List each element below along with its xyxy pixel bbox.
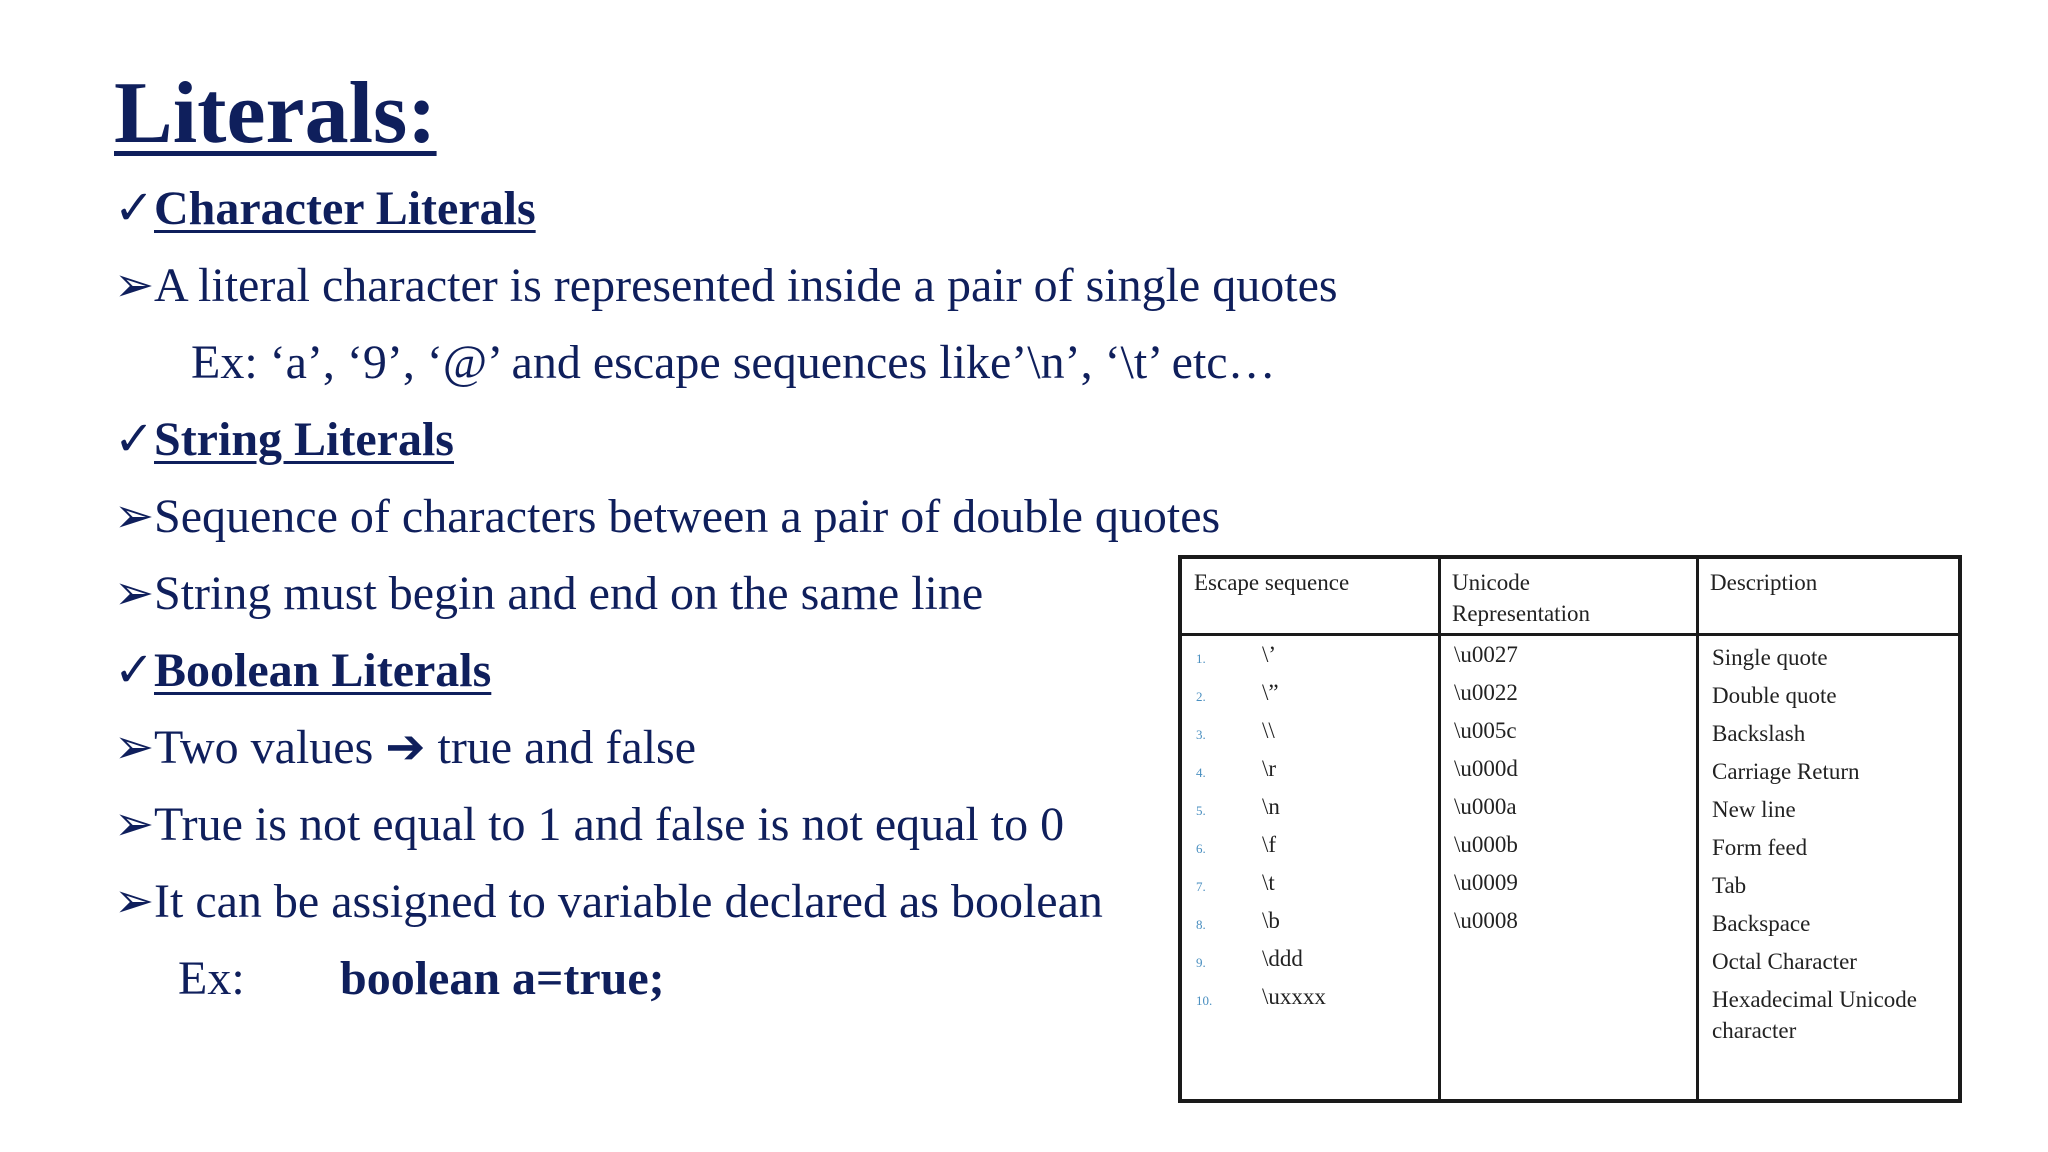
arrow-bullet-icon: ➢ xyxy=(114,721,155,774)
heading-boolean-literals: Boolean Literals xyxy=(154,644,492,697)
table-body xyxy=(1182,642,1958,1043)
table-row xyxy=(1182,946,1958,984)
row-number: 7. xyxy=(1196,879,1206,894)
bullet-boolean-desc-2 xyxy=(114,796,1064,854)
header-escape-sequence: Escape sequence xyxy=(1194,570,1350,595)
escape-cell: \ddd xyxy=(1262,946,1303,971)
row-number: 3. xyxy=(1196,727,1206,742)
table-row xyxy=(1182,794,1958,832)
description-cell: New line xyxy=(1712,797,1796,822)
description-cell: Form feed xyxy=(1712,835,1808,860)
row-number: 5. xyxy=(1196,803,1206,818)
description-cell: Hexadecimal Unicode character xyxy=(1712,987,1917,1043)
bullet-text: String must begin and end on the same line xyxy=(154,567,984,620)
table-row xyxy=(1182,984,1958,1043)
example-code: boolean a=true; xyxy=(340,952,665,1005)
unicode-cell: \u005c xyxy=(1454,718,1517,743)
description-cell: Backspace xyxy=(1712,911,1811,936)
escape-cell: \’ xyxy=(1262,642,1277,667)
arrow-bullet-icon: ➢ xyxy=(114,259,155,312)
description-cell: Backslash xyxy=(1712,721,1806,746)
unicode-cell: \u0022 xyxy=(1454,680,1518,705)
arrow-bullet-icon: ➢ xyxy=(114,567,155,620)
table-row xyxy=(1182,832,1958,870)
row-number: 4. xyxy=(1196,765,1206,780)
bullet-boolean-literals xyxy=(114,642,491,700)
table-row xyxy=(1182,718,1958,756)
arrow-bullet-icon: ➢ xyxy=(114,875,155,928)
unicode-cell: \u0008 xyxy=(1454,908,1518,933)
escape-cell: \uxxxx xyxy=(1262,984,1326,1009)
table-row xyxy=(1182,680,1958,718)
bullet-text: True is not equal to 1 and false is not equal to 0 xyxy=(154,798,1065,851)
description-cell: Carriage Return xyxy=(1712,759,1860,784)
header-description: Description xyxy=(1710,570,1818,595)
escape-cell: \f xyxy=(1262,832,1277,857)
unicode-cell: \u0027 xyxy=(1454,642,1518,667)
check-icon: ✓ xyxy=(114,182,155,235)
escape-cell: \r xyxy=(1262,756,1277,781)
table-row xyxy=(1182,756,1958,794)
unicode-cell: \u0009 xyxy=(1454,870,1518,895)
bullet-character-literals xyxy=(114,180,536,238)
row-number: 10. xyxy=(1196,993,1213,1008)
row-number: 2. xyxy=(1196,689,1206,704)
escape-sequence-table xyxy=(1178,555,1962,1103)
table-header xyxy=(1182,559,1958,636)
check-icon: ✓ xyxy=(114,413,155,466)
header-unicode: Unicode Representation xyxy=(1452,570,1590,626)
check-icon: ✓ xyxy=(114,644,155,697)
bullet-text: Sequence of characters between a pair of double quotes xyxy=(154,490,1221,543)
arrow-bullet-icon: ➢ xyxy=(114,798,155,851)
unicode-cell: \u000a xyxy=(1454,794,1517,819)
row-number: 8. xyxy=(1196,917,1206,932)
bullet-string-desc-1 xyxy=(114,488,1220,546)
slide-title: Literals: xyxy=(114,65,437,162)
boolean-example xyxy=(178,950,665,1008)
escape-cell: \b xyxy=(1262,908,1280,933)
bullet-text: A literal character is represented inside a pair of single quotes xyxy=(154,259,1338,312)
description-cell: Single quote xyxy=(1712,645,1828,670)
arrow-bullet-icon: ➢ xyxy=(114,490,155,543)
description-cell: Octal Character xyxy=(1712,949,1857,974)
bullet-text: It can be assigned to variable declared as boolean xyxy=(154,875,1103,928)
example-text: Ex: ‘a’, ‘9’, ‘@’ and escape sequences like’\n’, ‘\t’ etc… xyxy=(191,336,1276,389)
table-row xyxy=(1182,642,1958,680)
bullet-string-literals xyxy=(114,411,454,469)
escape-cell: \n xyxy=(1262,794,1280,819)
escape-cell: \t xyxy=(1262,870,1275,895)
example-label: Ex: xyxy=(178,952,245,1005)
heading-character-literals: Character Literals xyxy=(154,182,536,235)
row-number: 6. xyxy=(1196,841,1206,856)
bullet-boolean-desc-3 xyxy=(114,873,1103,931)
bullet-character-desc xyxy=(114,257,1338,315)
bullet-text: Two values ➔ true and false xyxy=(154,721,697,774)
description-cell: Double quote xyxy=(1712,683,1837,708)
description-cell: Tab xyxy=(1712,873,1747,898)
character-example xyxy=(191,334,1276,392)
table-row xyxy=(1182,870,1958,908)
bullet-string-desc-2 xyxy=(114,565,983,623)
heading-string-literals: String Literals xyxy=(154,413,454,466)
escape-cell: \” xyxy=(1262,680,1279,705)
escape-cell: \\ xyxy=(1262,718,1275,743)
table-row xyxy=(1182,908,1958,946)
unicode-cell: \u000d xyxy=(1454,756,1518,781)
row-number: 9. xyxy=(1196,955,1206,970)
row-number: 1. xyxy=(1196,651,1206,666)
bullet-boolean-desc-1 xyxy=(114,719,696,777)
unicode-cell: \u000b xyxy=(1454,832,1518,857)
